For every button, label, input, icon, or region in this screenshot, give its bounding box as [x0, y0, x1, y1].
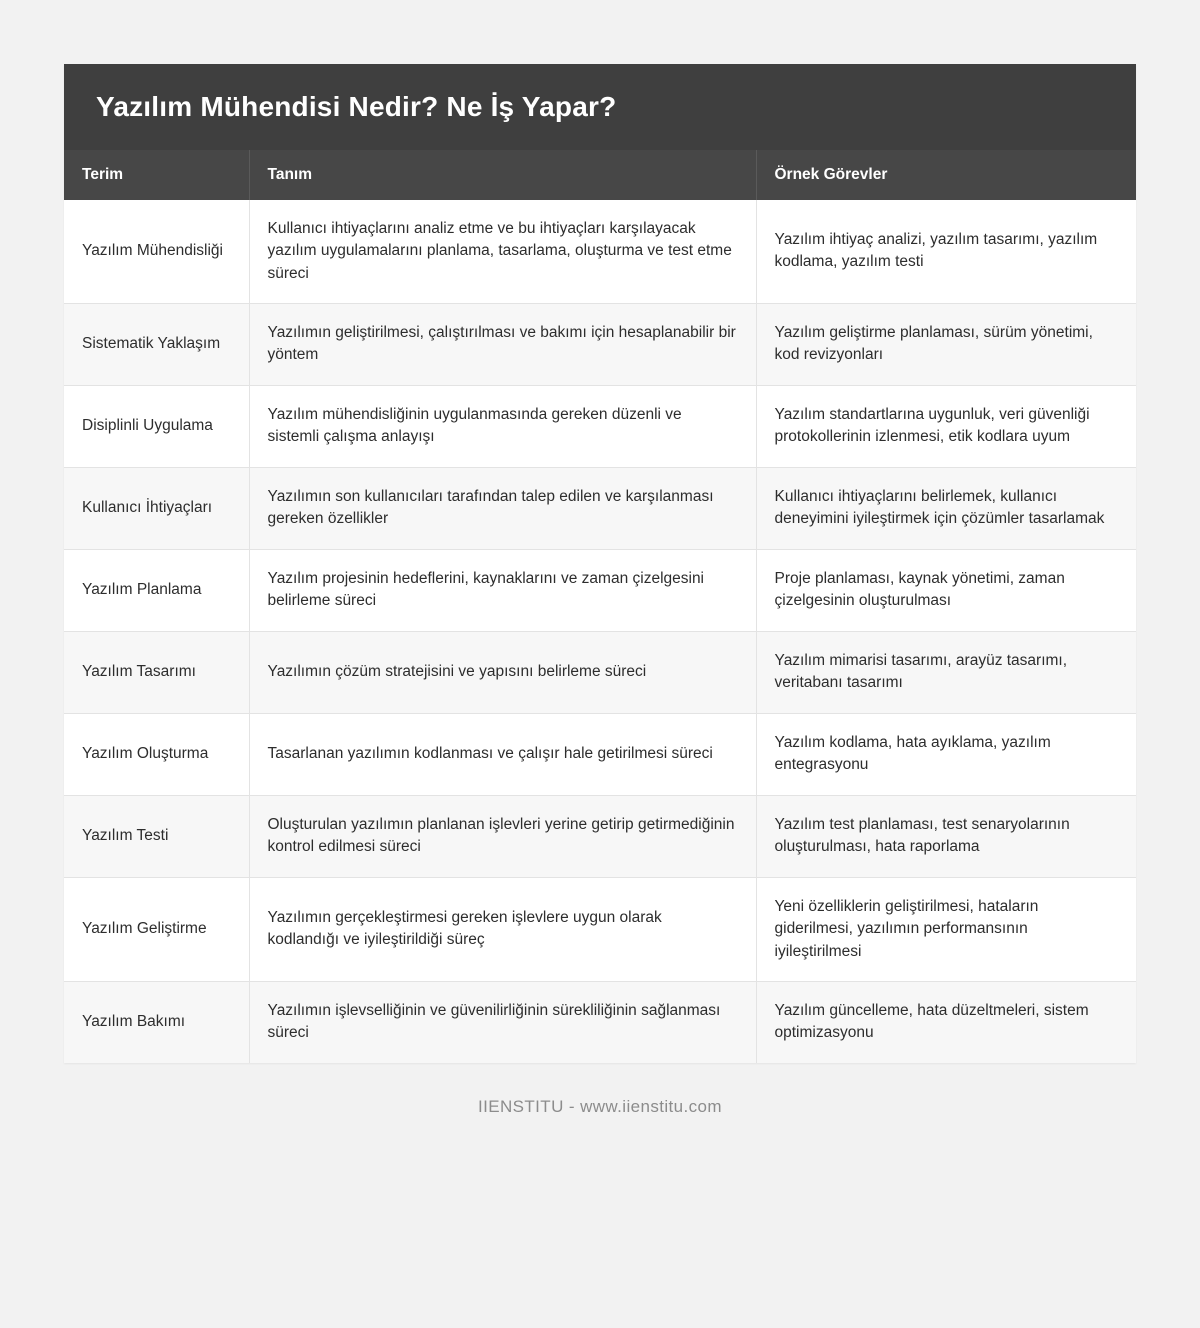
- cell-tasks: Yazılım mimarisi tasarımı, arayüz tasarımı, veritabanı tasarımı: [756, 631, 1136, 713]
- title-bar: [64, 64, 1136, 150]
- cell-tasks: Yazılım ihtiyaç analizi, yazılım tasarımı, yazılım kodlama, yazılım testi: [756, 200, 1136, 304]
- cell-term: Yazılım Tasarımı: [64, 631, 249, 713]
- page-title: Yazılım Mühendisi Nedir? Ne İş Yapar?: [96, 91, 617, 122]
- column-header-term: Terim: [64, 150, 249, 200]
- cell-tasks: Yazılım geliştirme planlaması, sürüm yönetimi, kod revizyonları: [756, 304, 1136, 386]
- table-row: [64, 981, 1136, 1062]
- table-row: [64, 304, 1136, 386]
- content-card: [64, 64, 1136, 1063]
- cell-definition: Yazılımın geliştirilmesi, çalıştırılması ve bakımı için hesaplanabilir bir yöntem: [249, 304, 756, 386]
- cell-definition: Kullanıcı ihtiyaçlarını analiz etme ve bu ihtiyaçları karşılayacak yazılım uygulamalarını planlama, tasarlama, oluşturma ve test etme süreci: [249, 200, 756, 304]
- cell-term: Yazılım Bakımı: [64, 981, 249, 1062]
- table-row: [64, 631, 1136, 713]
- column-header-tasks: Örnek Görevler: [756, 150, 1136, 200]
- cell-term: Yazılım Testi: [64, 795, 249, 877]
- cell-definition: Oluşturulan yazılımın planlanan işlevleri yerine getirip getirmediğinin kontrol edilmesi süreci: [249, 795, 756, 877]
- cell-tasks: Yazılım kodlama, hata ayıklama, yazılım entegrasyonu: [756, 713, 1136, 795]
- cell-definition: Yazılımın çözüm stratejisini ve yapısını belirleme süreci: [249, 631, 756, 713]
- cell-definition: Yazılımın son kullanıcıları tarafından talep edilen ve karşılanması gereken özellikler: [249, 467, 756, 549]
- table-row: [64, 549, 1136, 631]
- cell-tasks: Yazılım standartlarına uygunluk, veri güvenliği protokollerinin izlenmesi, etik kodlara uyum: [756, 385, 1136, 467]
- cell-term: Yazılım Planlama: [64, 549, 249, 631]
- cell-definition: Yazılımın gerçekleştirmesi gereken işlevlere uygun olarak kodlandığı ve iyileştirildiği süreç: [249, 877, 756, 981]
- table-row: [64, 200, 1136, 304]
- cell-tasks: Proje planlaması, kaynak yönetimi, zaman çizelgesinin oluşturulması: [756, 549, 1136, 631]
- cell-term: Kullanıcı İhtiyaçları: [64, 467, 249, 549]
- cell-tasks: Yazılım güncelleme, hata düzeltmeleri, sistem optimizasyonu: [756, 981, 1136, 1062]
- cell-definition: Yazılım mühendisliğinin uygulanmasında gereken düzenli ve sistemli çalışma anlayışı: [249, 385, 756, 467]
- footer-credit: IIENSTITU - www.iienstitu.com: [478, 1096, 722, 1116]
- column-header-definition: Tanım: [249, 150, 756, 200]
- table-row: [64, 467, 1136, 549]
- table-row: [64, 713, 1136, 795]
- cell-tasks: Kullanıcı ihtiyaçlarını belirlemek, kullanıcı deneyimini iyileştirmek için çözümler tasarlamak: [756, 467, 1136, 549]
- table-row: [64, 877, 1136, 981]
- cell-term: Sistematik Yaklaşım: [64, 304, 249, 386]
- table-header-row: [64, 150, 1136, 200]
- cell-term: Yazılım Geliştirme: [64, 877, 249, 981]
- cell-definition: Yazılım projesinin hedeflerini, kaynaklarını ve zaman çizelgesini belirleme süreci: [249, 549, 756, 631]
- table-body: [64, 200, 1136, 1063]
- table-row: [64, 795, 1136, 877]
- table-row: [64, 385, 1136, 467]
- cell-definition: Tasarlanan yazılımın kodlanması ve çalışır hale getirilmesi süreci: [249, 713, 756, 795]
- cell-tasks: Yazılım test planlaması, test senaryolarının oluşturulması, hata raporlama: [756, 795, 1136, 877]
- terms-table: [64, 150, 1136, 1063]
- cell-term: Yazılım Mühendisliği: [64, 200, 249, 304]
- cell-term: Yazılım Oluşturma: [64, 713, 249, 795]
- cell-tasks: Yeni özelliklerin geliştirilmesi, hataların giderilmesi, yazılımın performansının iyileştirilmesi: [756, 877, 1136, 981]
- cell-term: Disiplinli Uygulama: [64, 385, 249, 467]
- cell-definition: Yazılımın işlevselliğinin ve güvenilirliğinin sürekliliğinin sağlanması süreci: [249, 981, 756, 1062]
